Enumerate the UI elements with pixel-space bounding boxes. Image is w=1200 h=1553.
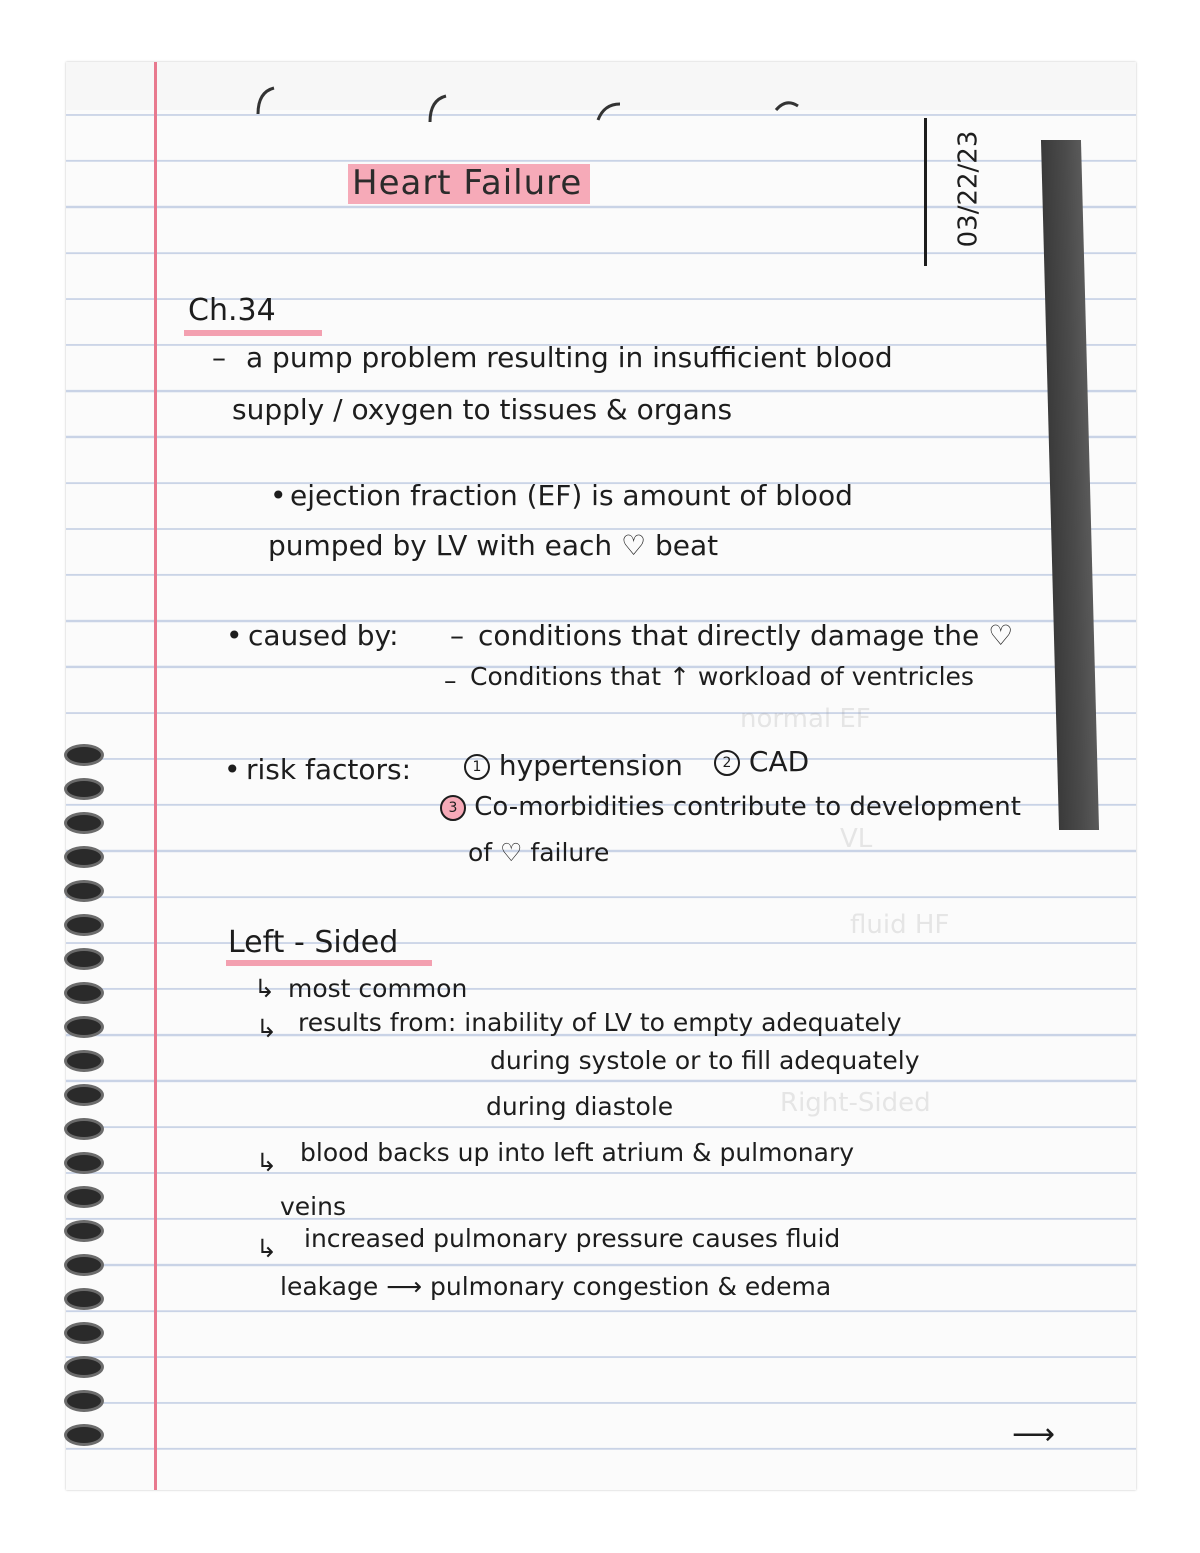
- left-sided-point-3-line-2: veins: [280, 1192, 346, 1221]
- spiral-coil: [64, 1322, 104, 1344]
- bleed-through-text: VL: [840, 824, 873, 854]
- bleed-through-text: Right-Sided: [780, 1088, 931, 1118]
- spiral-coil: [64, 948, 104, 970]
- caused-by-item-1: conditions that directly damage the ♡: [478, 619, 1014, 652]
- risk-factor-2-text: CAD: [748, 745, 810, 778]
- spiral-coil: [64, 880, 104, 902]
- bleed-through-text: normal EF: [740, 704, 871, 734]
- risk-factor-3-text-2: of ♡ failure: [468, 838, 610, 867]
- left-sided-point-2-line-2: during systole or to fill adequately: [490, 1046, 920, 1075]
- left-sided-point-1: most common: [288, 974, 468, 1003]
- spiral-coil: [64, 1288, 104, 1310]
- spiral-coil: [64, 1084, 104, 1106]
- risk-factor-1-text: hypertension: [498, 749, 683, 782]
- continue-arrow-icon: ⟶: [1012, 1417, 1056, 1452]
- margin-line: [154, 62, 157, 1490]
- section-underline: [226, 960, 432, 966]
- spiral-coil: [64, 1186, 104, 1208]
- number-circle-2: 2: [714, 750, 740, 776]
- left-sided-point-4-line-1: increased pulmonary pressure causes fluid: [304, 1224, 841, 1253]
- spiral-coil: [64, 744, 104, 766]
- spiral-coil: [64, 778, 104, 800]
- date-divider-line: [924, 118, 927, 266]
- bleed-through-text: fluid HF: [850, 910, 950, 940]
- binder-divider-edge: [1041, 140, 1099, 830]
- perforation-curl: [594, 98, 628, 132]
- dash-marker: –: [450, 619, 464, 652]
- chapter-heading: Ch.34: [188, 293, 276, 328]
- number-circle-1: 1: [464, 754, 490, 780]
- dash-marker: –: [212, 341, 226, 374]
- risk-factor-2: [714, 745, 810, 778]
- spiral-coil: [64, 1390, 104, 1412]
- definition-line-1: a pump problem resulting in insufficient blood: [246, 341, 893, 374]
- page-title: Heart Failure: [348, 164, 590, 204]
- spiral-coil: [64, 914, 104, 936]
- risk-factors-label: risk factors:: [246, 753, 412, 786]
- perforation-curl: [424, 92, 458, 126]
- sub-arrow: ↳: [256, 1234, 277, 1263]
- caused-by-label: caused by:: [248, 619, 399, 652]
- spiral-coil: [64, 1254, 104, 1276]
- spiral-coil: [64, 982, 104, 1004]
- sub-arrow: ↳: [256, 1148, 277, 1177]
- ejection-fraction-line-2: pumped by LV with each ♡ beat: [268, 529, 719, 562]
- risk-factor-1: [464, 749, 683, 782]
- spiral-coil: [64, 1152, 104, 1174]
- left-sided-point-4-line-2: leakage ⟶ pulmonary congestion & edema: [280, 1272, 832, 1301]
- bullet-marker: •: [226, 619, 243, 652]
- spiral-coil: [64, 846, 104, 868]
- risk-factor-3: [440, 794, 1021, 821]
- spiral-coil: [64, 1220, 104, 1242]
- spiral-coil: [64, 1016, 104, 1038]
- bullet-marker: •: [270, 479, 287, 512]
- note-date: 03/22/23: [953, 130, 984, 248]
- left-sided-point-2-line-3: during diastole: [486, 1092, 674, 1121]
- perforation-curl: [252, 84, 286, 118]
- perforation-curl: [772, 96, 806, 130]
- dash-marker: –: [444, 666, 457, 695]
- chapter-underline: [184, 330, 322, 336]
- sub-arrow: ↳: [254, 974, 275, 1003]
- left-sided-point-2-line-1: results from: inability of LV to empty adequately: [298, 1008, 902, 1037]
- section-heading-left-sided: Left - Sided: [228, 925, 399, 960]
- spiral-coil: [64, 812, 104, 834]
- ejection-fraction-line-1: ejection fraction (EF) is amount of blood: [290, 479, 853, 512]
- spiral-coil: [64, 1050, 104, 1072]
- definition-line-2: supply / oxygen to tissues & organs: [232, 393, 733, 426]
- risk-factor-3-text-1: Co-morbidities contribute to development: [474, 792, 1021, 822]
- number-circle-3: 3: [440, 795, 466, 821]
- sub-arrow: ↳: [256, 1014, 277, 1043]
- bullet-marker: •: [224, 753, 241, 786]
- spiral-coil: [64, 1118, 104, 1140]
- spiral-coil: [64, 1424, 104, 1446]
- spiral-coil: [64, 1356, 104, 1378]
- caused-by-item-2: Conditions that ↑ workload of ventricles: [470, 662, 974, 691]
- left-sided-point-3-line-1: blood backs up into left atrium & pulmonary: [300, 1138, 855, 1167]
